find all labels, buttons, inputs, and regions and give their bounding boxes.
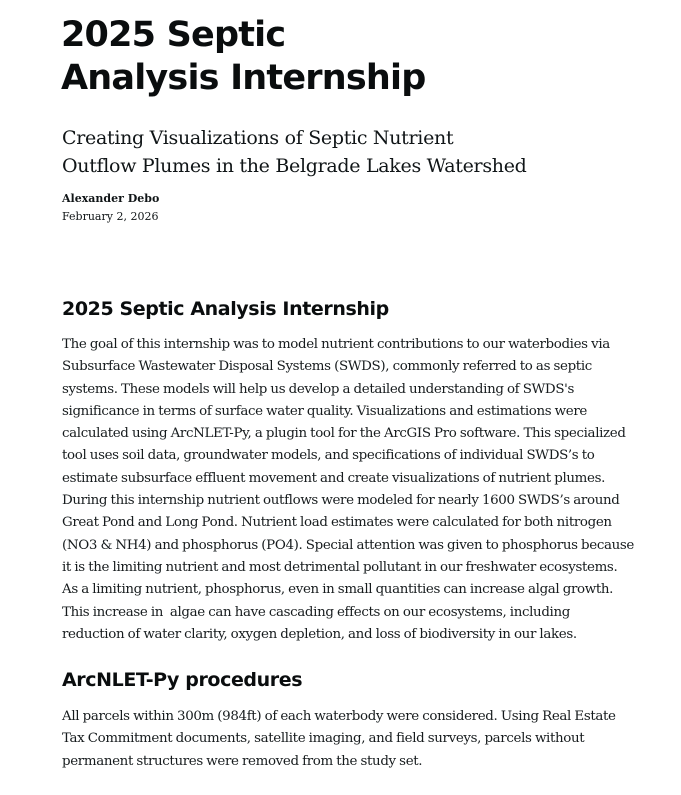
title-line: Analysis Internship [61, 58, 426, 98]
paragraph-line: All parcels within 300m (984ft) of each waterbody were considered. Using Real Estate [62, 709, 616, 724]
paragraph-line: This increase in algae can have cascading effects on our ecosystems, including [62, 604, 570, 620]
publication-date: February 2, 2026 [62, 210, 159, 223]
paragraph-line: As a limiting nutrient, phosphorus, even in small quantities can increase algal growth. [62, 582, 614, 598]
author-name: Alexander Debo [62, 192, 160, 205]
paragraph-line: Great Pond and Long Pond. Nutrient load estimates were calculated for both nitrogen [62, 515, 612, 531]
subtitle-line: Creating Visualizations of Septic Nutrient [62, 127, 454, 149]
paragraph-line: permanent structures were removed from the study set. [62, 753, 423, 769]
paragraph-line: calculated using ArcNLET-Py, a plugin tool for the ArcGIS Pro software. This specialized [62, 426, 626, 442]
section-heading: 2025 Septic Analysis Internship [62, 298, 389, 320]
paragraph-line: tool uses soil data, groundwater models, and specifications of individual SWDS’s to [62, 448, 595, 464]
paragraph-line: estimate subsurface effluent movement and create visualizations of nutrient plumes. [62, 470, 606, 486]
title-line: 2025 Septic [61, 15, 286, 55]
paragraph-line: significance in terms of surface water quality. Visualizations and estimations were [62, 403, 587, 419]
document-title [61, 14, 425, 100]
section-paragraph [62, 706, 662, 773]
subtitle-line: Outflow Plumes in the Belgrade Lakes Watershed [62, 155, 527, 177]
paragraph-line: The goal of this internship was to model nutrient contributions to our waterbodies via [62, 337, 610, 352]
paragraph-line: reduction of water clarity, oxygen depletion, and loss of biodiversity in our lakes. [62, 626, 577, 642]
paragraph-line: During this internship nutrient outflows were modeled for nearly 1600 SWDS’s around [62, 493, 620, 509]
document-subtitle [62, 124, 527, 180]
paragraph-line: it is the limiting nutrient and most detrimental pollutant in our freshwater ecosystems. [62, 559, 618, 575]
paragraph-line: (NO3 & NH4) and phosphorus (PO4). Special attention was given to phosphorus because [62, 537, 634, 553]
paragraph-line: systems. These models will help us develop a detailed understanding of SWDS's [62, 381, 574, 397]
section-heading: ArcNLET-Py procedures [62, 669, 303, 691]
paragraph-line: Tax Commitment documents, satellite imaging, and field surveys, parcels without [62, 731, 585, 747]
paragraph-line: Subsurface Wastewater Disposal Systems (SWDS), commonly referred to as septic [62, 359, 592, 375]
section-paragraph [62, 334, 662, 646]
